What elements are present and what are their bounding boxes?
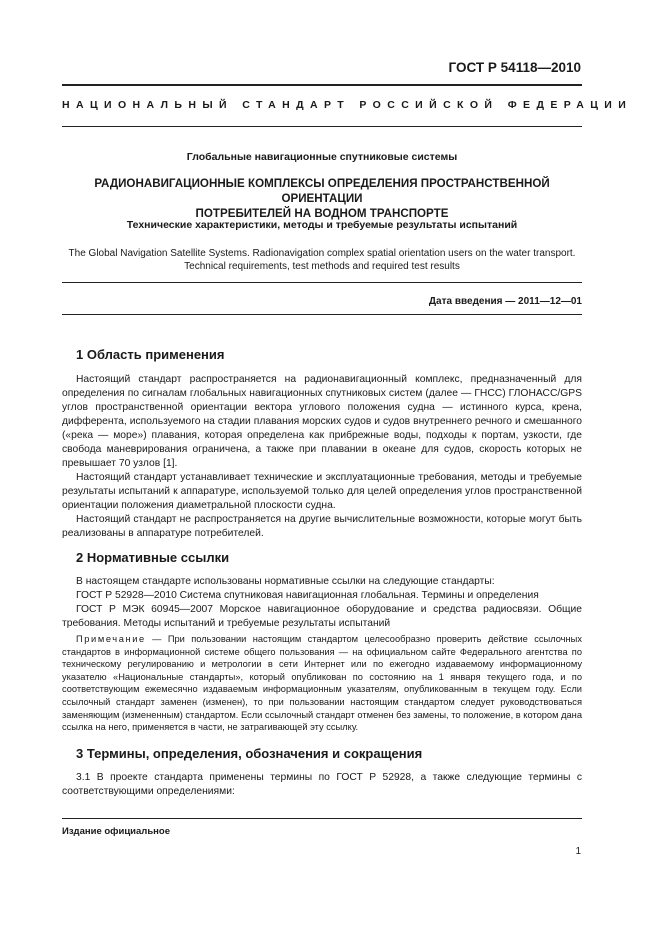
section3-paragraph1: 3.1 В проекте стандарта применены термины по ГОСТ Р 52928, а также следующие термины с соответствующими определениями: xyxy=(62,772,582,797)
section2-paragraph1: В настоящем стандарте использованы нормативные ссылки на следующие стандарты: xyxy=(76,576,495,587)
section3-body xyxy=(62,771,582,799)
title-subtitle: Технические характеристики, методы и требуемые результаты испытаний xyxy=(126,219,518,231)
date-rule xyxy=(62,314,582,315)
effective-date: Дата введения — 2011—12—01 xyxy=(428,296,582,307)
section1-paragraph2: Настоящий стандарт устанавливает технические и эксплуатационные требования, методы и требуемые результаты испытаний к аппаратуре, используемой только для целей определения углов пространственной ориентации положения диаметральной плоскости судна. xyxy=(62,472,582,511)
title-english-line1: The Global Navigation Satellite Systems. Radionavigation complex spatial orientation users on the water transport. xyxy=(68,248,576,259)
section2-body xyxy=(62,575,582,631)
section2-note xyxy=(62,633,582,734)
page-number: 1 xyxy=(575,846,581,857)
title-english-line2: Technical requirements, test methods and required test results xyxy=(184,261,460,272)
standard-id: ГОСТ Р 54118—2010 xyxy=(448,60,581,75)
title-main-line2: ПОТРЕБИТЕЛЕЙ НА ВОДНОМ ТРАНСПОРТЕ xyxy=(195,207,449,220)
title-main-line1: РАДИОНАВИГАЦИОННЫЕ КОМПЛЕКСЫ ОПРЕДЕЛЕНИЯ ПРОСТРАНСТВЕННОЙ ОРИЕНТАЦИИ xyxy=(94,177,550,205)
section1-paragraph3: Настоящий стандарт не распространяется на другие вычислительные возможности, которые могут быть реализованы в аппаратуре потребителей. xyxy=(62,514,582,539)
section2-reference2: ГОСТ Р МЭК 60945—2007 Морское навигационное оборудование и средства радиосвязи. Общие требования. Методы испытаний и требуемые результаты испытаний xyxy=(62,604,582,629)
header-rule xyxy=(62,84,582,86)
national-standard-banner: НАЦИОНАЛЬНЫЙ СТАНДАРТ РОССИЙСКОЙ ФЕДЕРАЦИИ xyxy=(62,99,633,111)
section2-reference1: ГОСТ Р 52928—2010 Система спутниковая навигационная глобальная. Термины и определения xyxy=(76,590,539,601)
section1-heading: 1 Область применения xyxy=(76,347,225,362)
section1-body xyxy=(62,373,582,541)
section2-heading: 2 Нормативные ссылки xyxy=(76,550,230,565)
footer-rule xyxy=(62,818,582,819)
title-rule xyxy=(62,282,582,283)
section1-paragraph1: Настоящий стандарт распространяется на радионавигационный комплекс, предназначенный для определения по сигналам глобальных навигационных спутниковых систем (далее — ГНСС) ГЛОНАСС/GPS углов пространственной ориентации вектора углового положения судна — истинного курса, крена, дифферента, используемого на стадии плавания морских судов и судов внутреннего речного и смешанного («река — море») плавания, которая определена как прибрежные воды, подходы к портам, узкости, где свобода маневрирования ограничена, а также при плавании в океане для судов, скорость которых не превышает 70 узлов [1]. xyxy=(62,374,582,469)
title-english xyxy=(62,247,582,273)
note-text: — При пользовании настоящим стандартом целесообразно проверить действие ссылочных стандартов в информационной системе общего пользования — на официальном сайте Федерального агентства по техническому регулированию и метрологии в сети Интернет или по ежегодно издаваемому информационному указателю «Национальные стандарты», который опубликован по состоянию на 1 января текущего года, и по соответствующим ежемесячно издаваемым информационным указателям, опубликованным в текущем году. Если ссылочный стандарт заменен (изменен), то при пользовании настоящим стандартом следует руководствоваться заменяющим (измененным) стандартом. Если ссылочный стандарт отменен без замены, то положение, в котором дана ссылка на него, применяется в части, не затрагивающей эту ссылку. xyxy=(62,634,582,733)
banner-rule xyxy=(62,126,582,127)
note-label: Примечание xyxy=(76,634,146,644)
title-main xyxy=(62,176,582,221)
title-system: Глобальные навигационные спутниковые системы xyxy=(186,151,458,163)
section3-heading: 3 Термины, определения, обозначения и сокращения xyxy=(76,746,423,761)
edition-label: Издание официальное xyxy=(62,826,170,837)
